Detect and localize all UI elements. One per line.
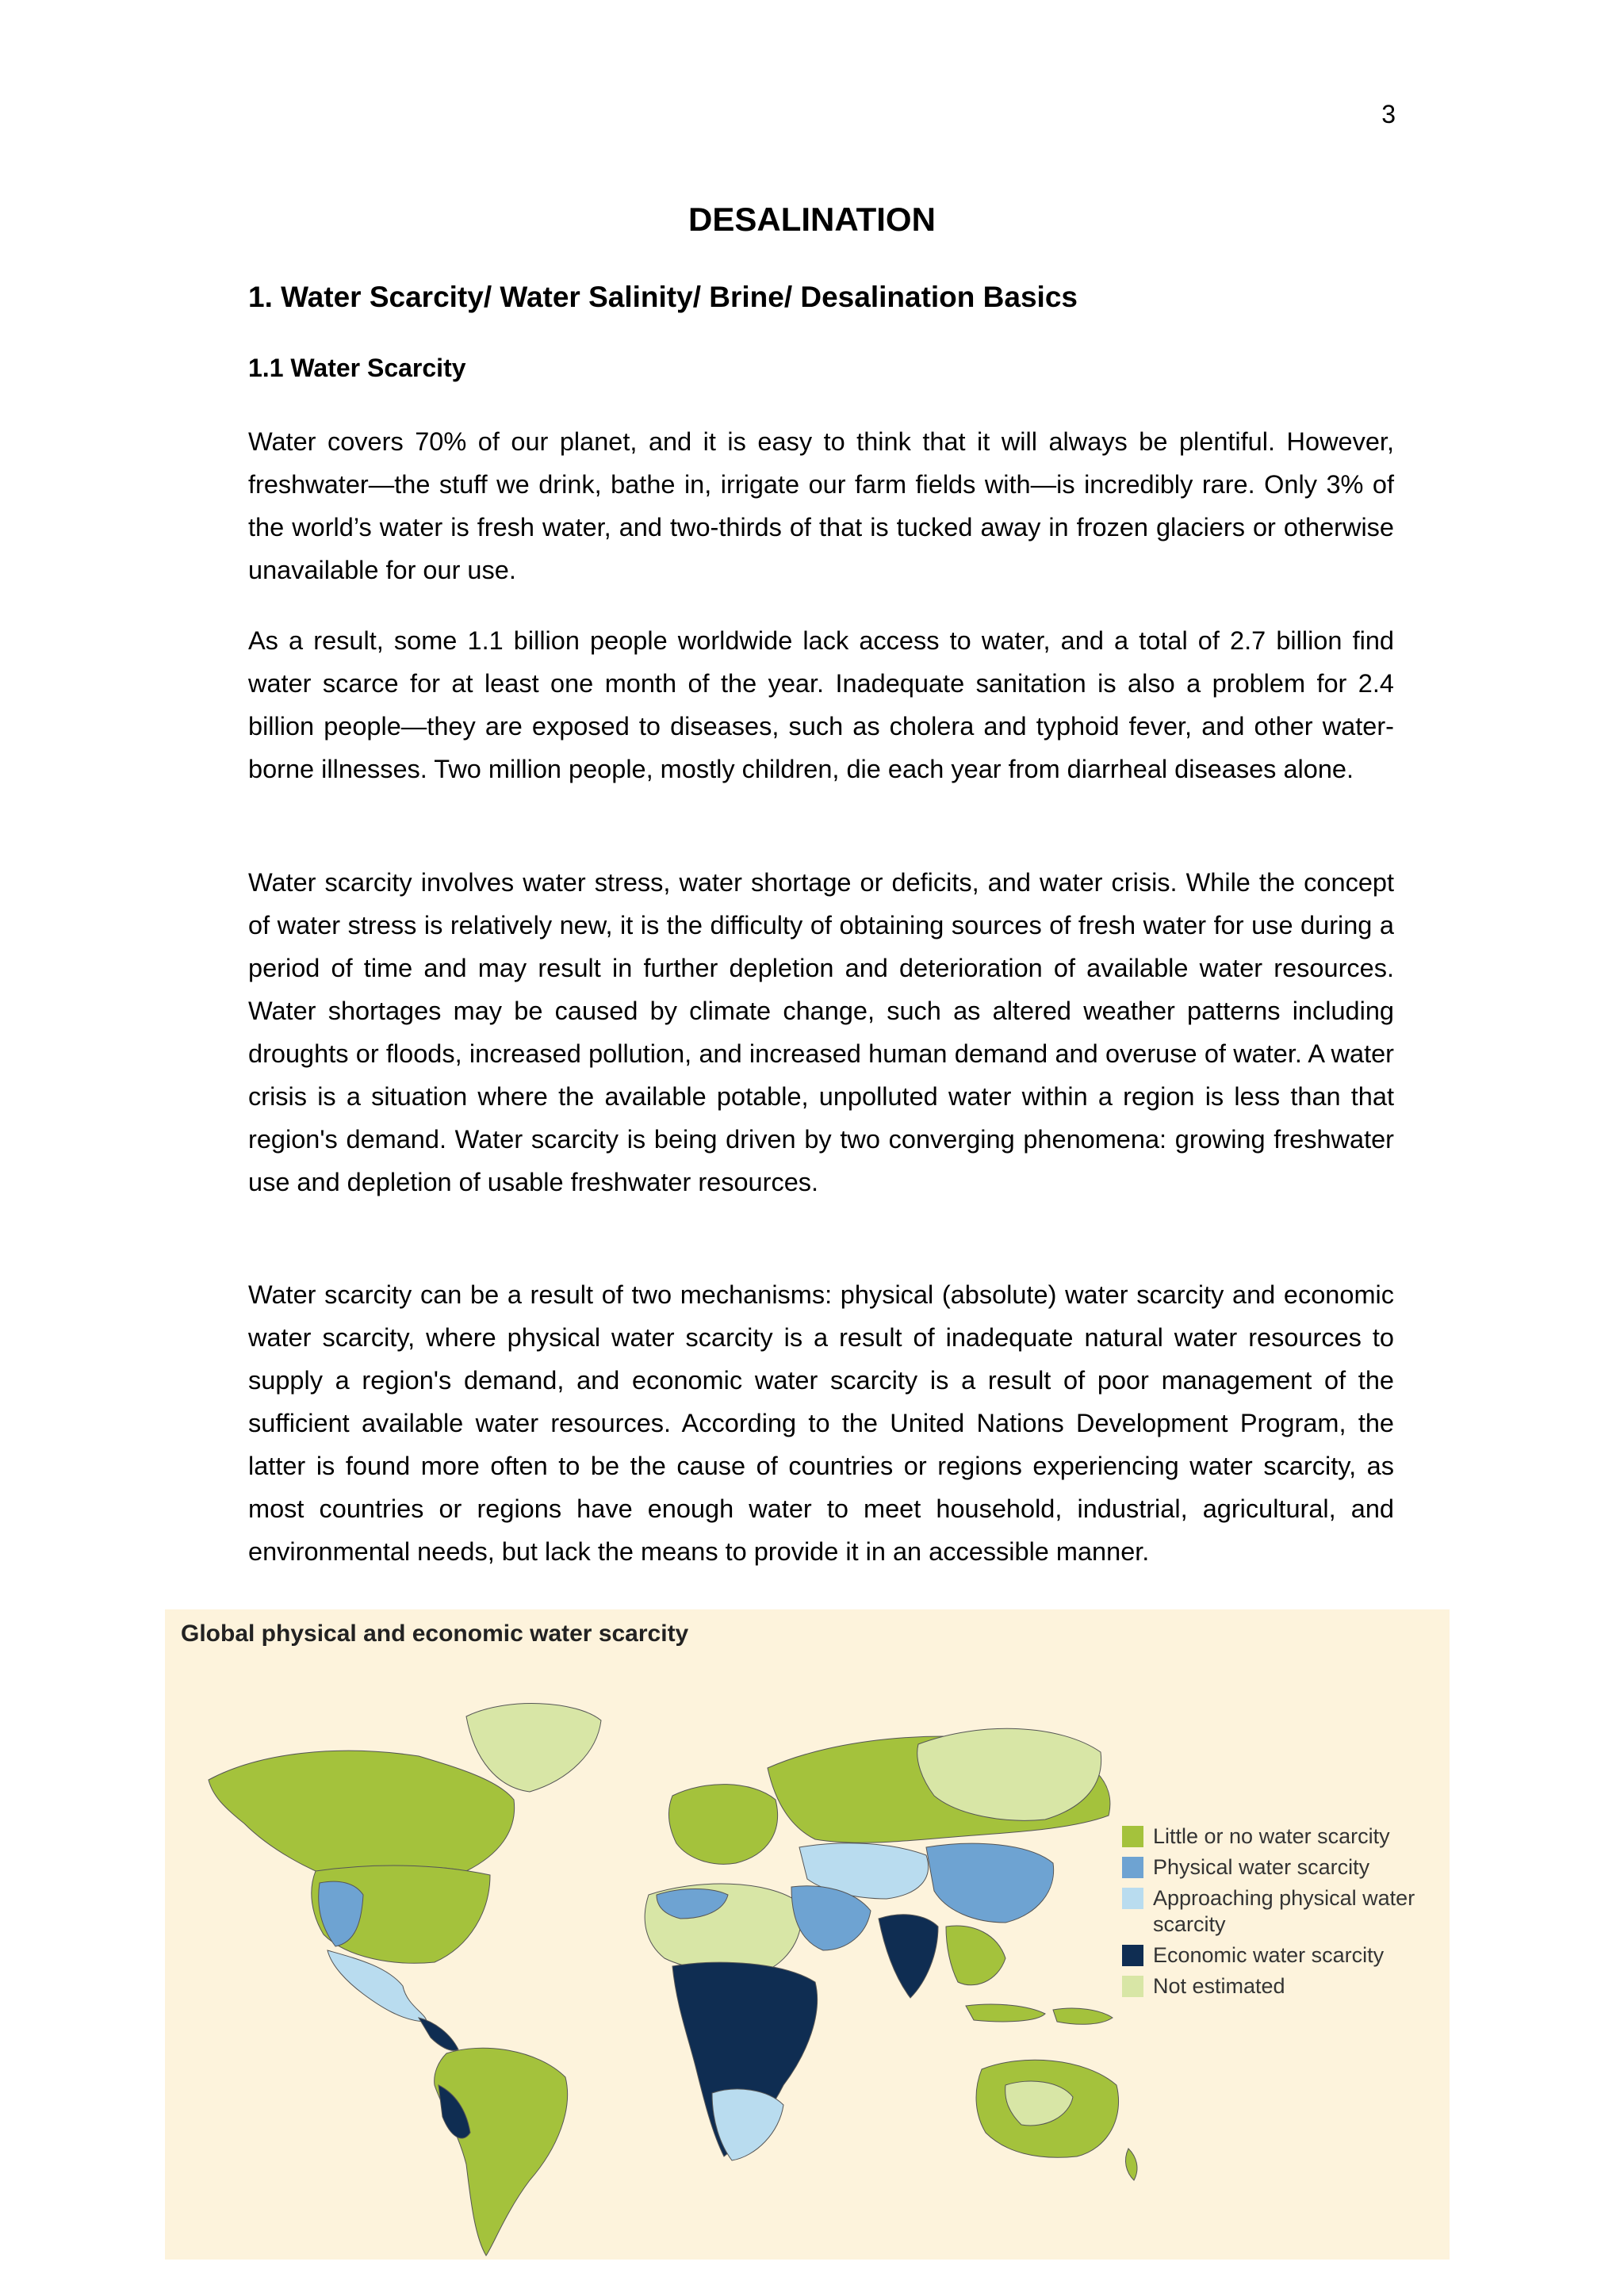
map-region	[668, 1785, 777, 1865]
legend-label: Not estimated	[1153, 1974, 1285, 1998]
subsection-heading: 1.1 Water Scarcity	[248, 354, 466, 382]
legend-item	[1122, 1823, 1439, 1850]
legend-swatch	[1122, 1976, 1143, 1997]
map-region	[419, 2018, 458, 2050]
map-region	[946, 1926, 1005, 1985]
document-title: DESALINATION	[688, 201, 936, 238]
legend-item	[1122, 1973, 1439, 1999]
legend-swatch	[1122, 1826, 1143, 1847]
map-region	[209, 1751, 515, 1883]
map-legend	[1122, 1823, 1439, 2004]
paragraph: Water scarcity involves water stress, water shortage or deficits, and water crisis. While the concept of water stress is relatively new, it is the difficulty of obtaining sources of fresh water for use during a period of time and may result in further depletion and deterioration of available water resources. Water shortages may be caused by climate change, such as altered weather patterns including droughts or floods, increased pollution, and increased human demand and overuse of water. A water crisis is a situation where the available potable, unpolluted water within a region is less than that region's demand. Water scarcity is being driven by two converging phenomena: growing freshwater use and depletion of usable freshwater resources.	[248, 868, 1394, 1196]
map-region	[466, 1704, 601, 1792]
map-region	[435, 2048, 568, 2256]
paragraph: As a result, some 1.1 billion people worldwide lack access to water, and a total of 2.7 billion find water scarce for at least one month of the year. Inadequate sanitation is also a problem for 2.4 billion people—they are exposed to diseases, such as cholera and typhoid fever, and other water-borne illnesses. Two million people, mostly children, die each year from diarrheal diseases alone.	[248, 626, 1394, 783]
legend-label: Approaching physical water scarcity	[1153, 1886, 1415, 1936]
legend-label: Physical water scarcity	[1153, 1855, 1370, 1879]
water-scarcity-map-figure	[165, 1609, 1450, 2260]
page-number: 3	[1381, 100, 1396, 128]
map-region	[966, 2004, 1045, 2022]
map-region	[1053, 2008, 1113, 2024]
legend-label: Little or no water scarcity	[1153, 1824, 1390, 1848]
legend-swatch	[1122, 1857, 1143, 1878]
legend-label: Economic water scarcity	[1153, 1943, 1385, 1967]
legend-item	[1122, 1942, 1439, 1969]
paragraph: Water scarcity can be a result of two mechanisms: physical (absolute) water scarcity and economic water scarcity, where physical water scarcity is a result of inadequate natural water resources to supply a region's demand, and economic water scarcity is a result of poor management of the sufficient available water resources. According to the United Nations Development Program, the latter is found more often to be the cause of countries or regions experiencing water scarcity, as most countries or regions have enough water to meet household, industrial, agricultural, and environmental needs, but lack the means to provide it in an accessible manner.	[248, 1280, 1394, 1566]
legend-swatch	[1122, 1945, 1143, 1966]
legend-swatch	[1122, 1888, 1143, 1909]
map-region	[1125, 2149, 1136, 2180]
map-region	[879, 1915, 938, 1998]
figure-title: Global physical and economic water scarcity	[181, 1621, 689, 1647]
section-heading: 1. Water Scarcity/ Water Salinity/ Brine/ Desalination Basics	[248, 281, 1078, 313]
legend-item	[1122, 1885, 1439, 1938]
legend-item	[1122, 1854, 1439, 1881]
paragraph: Water covers 70% of our planet, and it is easy to think that it will always be plentiful. However, freshwater—the stuff we drink, bathe in, irrigate our farm fields with—is incredibly rare. Only 3% of the world’s water is fresh water, and two-thirds of that is tucked away in frozen glaciers or otherwise unavailable for our use.	[248, 427, 1394, 584]
map-region	[926, 1843, 1054, 1923]
